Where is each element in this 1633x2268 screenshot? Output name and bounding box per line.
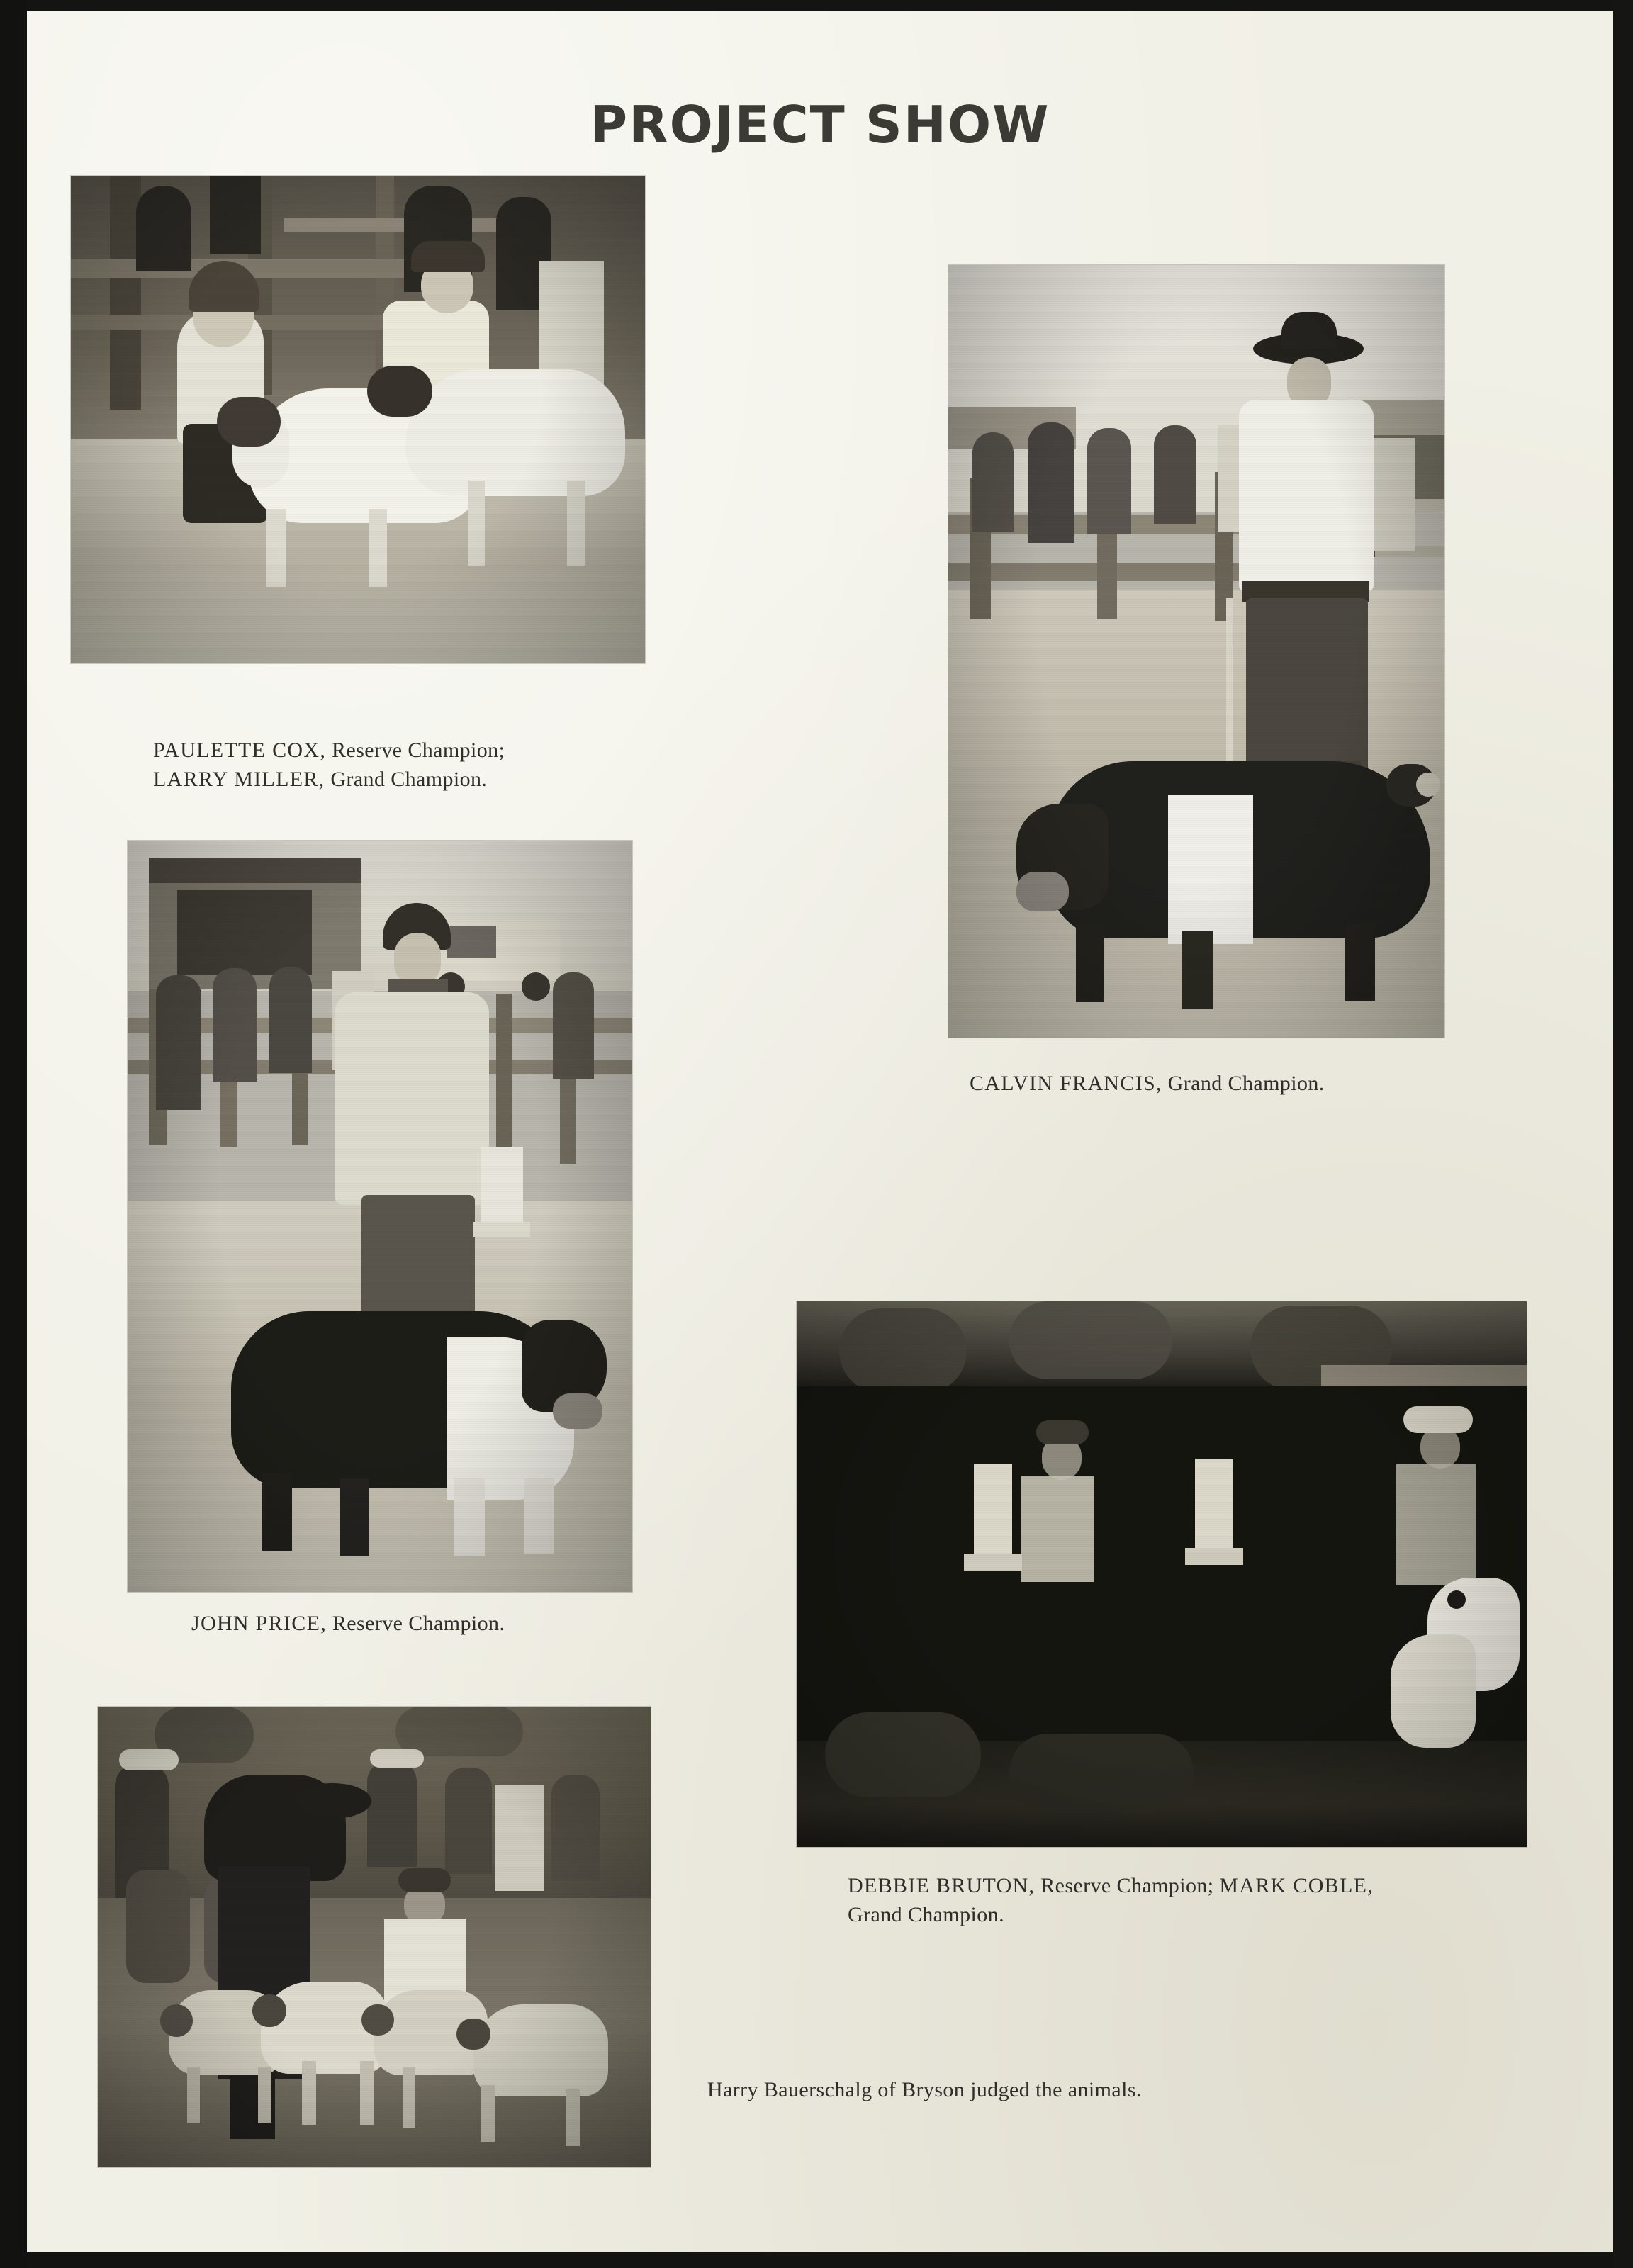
- caption-name: DEBBIE BRUTON,: [848, 1874, 1036, 1897]
- scan-border-right: [1613, 0, 1633, 2268]
- page-title: PROJECT SHOW: [590, 95, 1050, 155]
- scan-border-left: [0, 0, 27, 2268]
- scan-border-top: [0, 0, 1633, 11]
- caption-name: JOHN PRICE,: [191, 1612, 327, 1635]
- caption-text: Reserve Champion;: [326, 739, 505, 762]
- caption-name-secondary: MARK COBLE,: [1219, 1874, 1374, 1897]
- caption-judging-lambs: [707, 2075, 1416, 2104]
- caption-calvin-francis: [970, 1069, 1508, 1098]
- photo-judging-lambs: [98, 1707, 651, 2167]
- caption-name: PAULETTE COX,: [153, 739, 327, 762]
- photo-debbie-bruton-mark-coble: [797, 1301, 1527, 1847]
- photo-calvin-francis: [948, 265, 1444, 1038]
- caption-text: Grand Champion.: [848, 1903, 1004, 1927]
- caption-text: Grand Champion.: [325, 768, 488, 792]
- caption-text: Grand Champion.: [1162, 1072, 1325, 1095]
- caption-name: LARRY MILLER,: [153, 768, 325, 792]
- caption-name: CALVIN FRANCIS,: [970, 1072, 1162, 1095]
- caption-text: Harry Bauerschalg of Bryson judged the animals.: [707, 2078, 1142, 2101]
- caption-paulette-cox-larry-miller: [153, 736, 692, 795]
- scan-border-bottom: [0, 2252, 1633, 2268]
- caption-text: Reserve Champion.: [327, 1612, 505, 1635]
- photo-john-price: [128, 841, 632, 1592]
- caption-debbie-bruton-mark-coble: [848, 1871, 1549, 1930]
- page-paper: [27, 11, 1613, 2252]
- caption-john-price: [191, 1609, 730, 1638]
- photo-paulette-cox-larry-miller: [71, 176, 645, 663]
- caption-text: Reserve Champion;: [1035, 1874, 1220, 1897]
